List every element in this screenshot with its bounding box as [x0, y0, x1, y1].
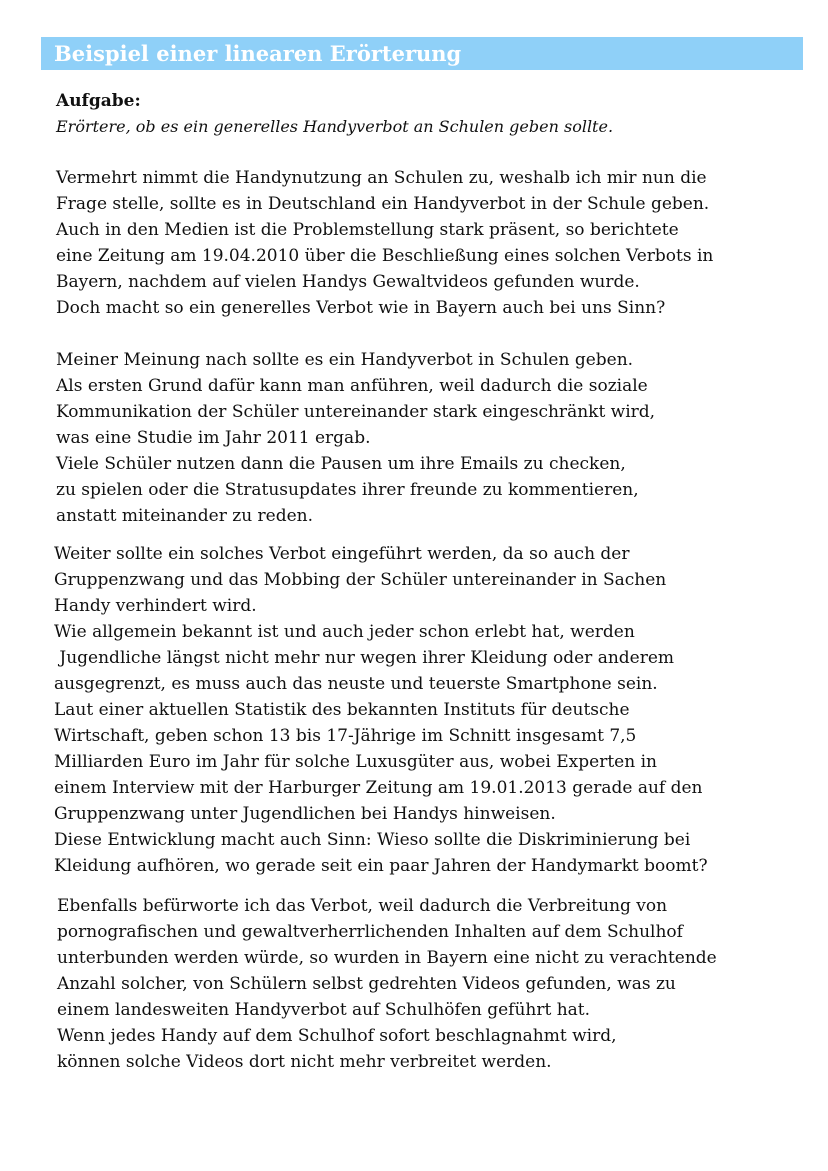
- paragraph-argument-3: [57, 893, 717, 1075]
- text-line: Wie allgemein bekannt ist und auch jeder schon erlebt hat, werden: [54, 622, 635, 642]
- text-line: pornografischen und gewaltverherrlichenden Inhalten auf dem Schulhof: [57, 922, 683, 942]
- text-line: Doch macht so ein generelles Verbot wie in Bayern auch bei uns Sinn?: [56, 298, 666, 318]
- text-line: Vermehrt nimmt die Handynutzung an Schulen zu, weshalb ich mir nun die: [56, 168, 707, 188]
- text-line: einem landesweiten Handyverbot auf Schulhöfen geführt hat.: [57, 1000, 591, 1020]
- title-bar: [41, 37, 803, 70]
- task-label: Aufgabe:: [56, 91, 141, 111]
- text-line: Milliarden Euro im Jahr für solche Luxusgüter aus, wobei Experten in: [54, 752, 657, 772]
- text-line: was eine Studie im Jahr 2011 ergab.: [56, 428, 371, 448]
- paragraph-argument-2: [54, 541, 708, 879]
- text-line: Ebenfalls befürworte ich das Verbot, weil dadurch die Verbreitung von: [57, 896, 668, 916]
- text-line: Jugendliche längst nicht mehr nur wegen ihrer Kleidung oder anderem: [54, 648, 675, 668]
- text-line: Viele Schüler nutzen dann die Pausen um ihre Emails zu checken,: [56, 454, 626, 474]
- paragraph-argument-1: [56, 347, 655, 529]
- text-line: Gruppenzwang und das Mobbing der Schüler untereinander in Sachen: [54, 570, 667, 590]
- text-line: können solche Videos dort nicht mehr verbreitet werden.: [57, 1052, 552, 1072]
- text-line: Auch in den Medien ist die Problemstellung stark präsent, so berichtete: [56, 220, 679, 240]
- text-line: Als ersten Grund dafür kann man anführen, weil dadurch die soziale: [56, 376, 648, 396]
- text-line: Anzahl solcher, von Schülern selbst gedrehten Videos gefunden, was zu: [57, 974, 676, 994]
- text-line: Bayern, nachdem auf vielen Handys Gewaltvideos gefunden wurde.: [56, 272, 640, 292]
- text-line: eine Zeitung am 19.04.2010 über die Beschließung eines solchen Verbots in: [56, 246, 714, 266]
- text-line: Kleidung aufhören, wo gerade seit ein paar Jahren der Handymarkt boomt?: [54, 856, 708, 876]
- text-line: Weiter sollte ein solches Verbot eingeführt werden, da so auch der: [54, 544, 630, 564]
- text-line: Wenn jedes Handy auf dem Schulhof sofort beschlagnahmt wird,: [57, 1026, 617, 1046]
- text-line: Meiner Meinung nach sollte es ein Handyverbot in Schulen geben.: [56, 350, 634, 370]
- text-line: ausgegrenzt, es muss auch das neuste und teuerste Smartphone sein.: [54, 674, 658, 694]
- text-line: Laut einer aktuellen Statistik des bekannten Instituts für deutsche: [54, 700, 630, 720]
- text-line: Frage stelle, sollte es in Deutschland ein Handyverbot in der Schule geben.: [56, 194, 710, 214]
- text-line: unterbunden werden würde, so wurden in Bayern eine nicht zu verachtende: [57, 948, 717, 968]
- text-line: Kommunikation der Schüler untereinander stark eingeschränkt wird,: [56, 402, 656, 422]
- text-line: zu spielen oder die Stratusupdates ihrer freunde zu kommentieren,: [56, 480, 639, 500]
- page-title: Beispiel einer linearen Erörterung: [54, 41, 462, 66]
- paragraph-introduction: [56, 165, 713, 321]
- text-line: Handy verhindert wird.: [54, 596, 257, 616]
- text-line: anstatt miteinander zu reden.: [56, 506, 314, 526]
- text-line: Diese Entwicklung macht auch Sinn: Wieso sollte die Diskriminierung bei: [54, 830, 691, 850]
- task-text: Erörtere, ob es ein generelles Handyverbot an Schulen geben sollte.: [56, 117, 614, 136]
- text-line: einem Interview mit der Harburger Zeitung am 19.01.2013 gerade auf den: [54, 778, 703, 798]
- text-line: Wirtschaft, geben schon 13 bis 17-Jährige im Schnitt insgesamt 7,5: [54, 726, 637, 746]
- text-line: Gruppenzwang unter Jugendlichen bei Handys hinweisen.: [54, 804, 556, 824]
